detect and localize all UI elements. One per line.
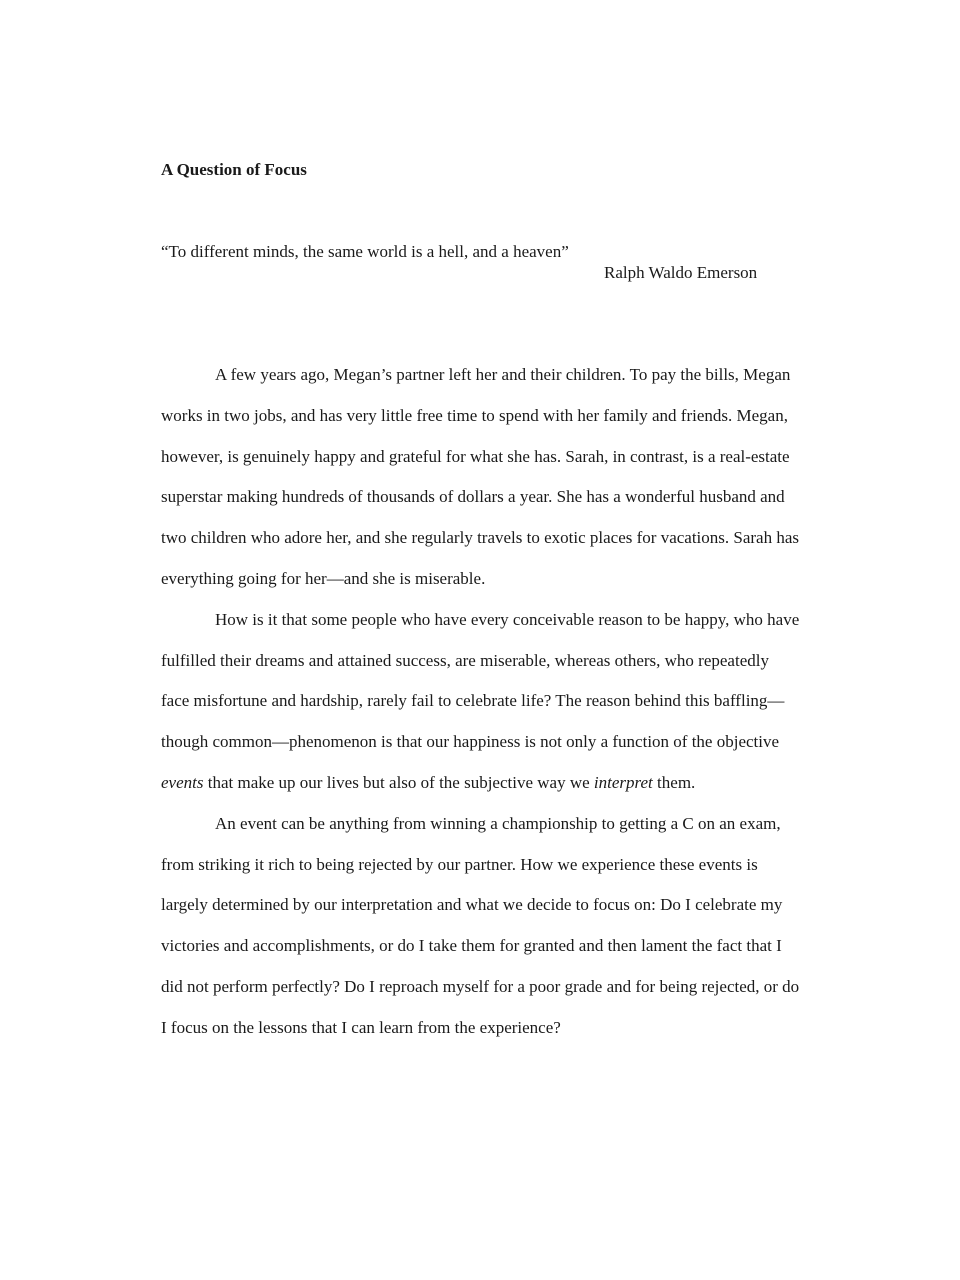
paragraph-3: An event can be anything from winning a championship to getting a C on an exam, from striking it rich to being rejected by our partner. How we experience these events is largely determined by our interpretation and what we decide to focus on: Do I celebrate my victories and accomplishments, or do I take them for granted and then lament the fact that I did not perform perfectly? Do I reproach myself for a poor grade and for being rejected, or do I focus on the lessons that I can learn from the experience? [161,813,800,1037]
emphasis-events: events [161,772,204,792]
paragraph-2-part-3: them. [652,772,696,792]
paragraph-1: A few years ago, Megan’s partner left her and their children. To pay the bills, Megan works in two jobs, and has very little free time to spend with her family and friends. Megan, however, is genuinely happy and grateful for what she has. Sarah, in contrast, is a real-estate superstar making hundreds of thousands of dollars a year. She has a wonderful husband and two children who adore her, and she regularly travels to exotic places for vacations. Sarah has everything going for her—and she is miserable. [161,365,800,588]
paragraph-2 [161,600,801,804]
emphasis-interpret: interpret [593,772,653,792]
epigraph-author: Ralph Waldo Emerson [604,263,758,282]
epigraph-quote: “To different minds, the same world is a hell, and a heaven” [161,242,569,261]
paragraph-2-part-2: that make up our lives but also of the subjective way we [203,772,594,792]
paragraph-2-part-1: How is it that some people who have every conceivable reason to be happy, who have fulfilled their dreams and attained success, are miserable, whereas others, who repeatedly face misfortune and hardship, rarely fail to celebrate life? The reason behind this baffling—though common—phenomenon is that our happiness is not only a function of the objective [161,609,800,752]
document-body [161,355,801,1049]
document-title: A Question of Focus [161,160,307,179]
